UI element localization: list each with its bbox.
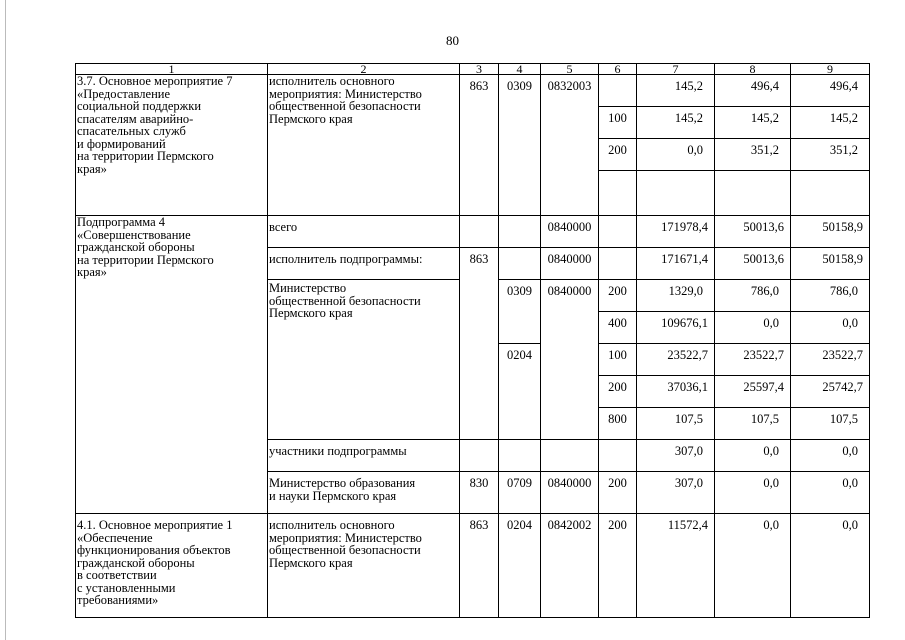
page-number: 80: [446, 33, 459, 48]
header-row: [76, 64, 870, 75]
p4-total-v9: 50158,9: [791, 216, 870, 248]
p4-executor-grbs: 863: [460, 248, 499, 440]
empty-cell: [541, 440, 599, 472]
s37-v8: 496,4: [715, 75, 791, 107]
s37-name: 3.7. Основное мероприятие 7 «Предоставление социальной поддержки спасателям аварийно- спасательных служб и формирований на территории Пермского края»: [76, 75, 268, 216]
header-cell: 5: [541, 64, 599, 75]
p4-v9: 0,0: [791, 312, 870, 344]
p4-edu-vr: 200: [599, 472, 637, 514]
empty-cell: [599, 248, 637, 280]
p4-v7: 37036,1: [637, 376, 715, 408]
empty-cell: [599, 216, 637, 248]
s41-v9: 0,0: [791, 514, 870, 618]
p4-edu-rz: 0709: [499, 472, 541, 514]
p4-executor-v9: 50158,9: [791, 248, 870, 280]
s37-v7: 0,0: [637, 139, 715, 171]
s41-name: 4.1. Основное мероприятие 1 «Обеспечение функционирования объектов гражданской обороны в соответствии с установленными требованиями»: [76, 514, 268, 618]
s37-vr: 200: [599, 139, 637, 171]
p4-executor-v8: 50013,6: [715, 248, 791, 280]
p4-name: Подпрограмма 4 «Совершенствование гражданской обороны на территории Пермского края»: [76, 216, 268, 514]
empty-cell: [791, 171, 870, 216]
p4-v7: 1329,0: [637, 280, 715, 312]
p4-executor-label: исполнитель подпрограммы:: [268, 248, 460, 280]
scan-edge-line: [5, 0, 6, 640]
p4-executor-csr: 0840000: [541, 248, 599, 280]
s37-v9: 145,2: [791, 107, 870, 139]
p4-v7: 109676,1: [637, 312, 715, 344]
empty-cell: [499, 248, 541, 280]
p4-edu-v9: 0,0: [791, 472, 870, 514]
table-row: [76, 75, 870, 107]
p4-v9: 25742,7: [791, 376, 870, 408]
p4-rz2: 0204: [499, 344, 541, 440]
p4-edu-label: Министерство образования и науки Пермского края: [268, 472, 460, 514]
p4-v7: 107,5: [637, 408, 715, 440]
s37-v7: 145,2: [637, 75, 715, 107]
s37-grbs: 863: [460, 75, 499, 216]
s41-csr: 0842002: [541, 514, 599, 618]
empty-cell: [599, 440, 637, 472]
s41-vr: 200: [599, 514, 637, 618]
s37-v7: 145,2: [637, 107, 715, 139]
s37-vr: [599, 75, 637, 107]
s37-vr: 100: [599, 107, 637, 139]
p4-v8: 107,5: [715, 408, 791, 440]
p4-v8: 23522,7: [715, 344, 791, 376]
p4-vr: 800: [599, 408, 637, 440]
p4-vr: 200: [599, 280, 637, 312]
s37-v9: 351,2: [791, 139, 870, 171]
p4-rz1: 0309: [499, 280, 541, 344]
s37-v8: 351,2: [715, 139, 791, 171]
s37-executor: исполнитель основного мероприятия: Министерство общественной безопасности Пермского края: [268, 75, 460, 216]
p4-v8: 0,0: [715, 312, 791, 344]
p4-vr: 200: [599, 376, 637, 408]
s37-rz: 0309: [499, 75, 541, 216]
p4-edu-v8: 0,0: [715, 472, 791, 514]
header-cell: 7: [637, 64, 715, 75]
header-cell: 3: [460, 64, 499, 75]
p4-vr: 400: [599, 312, 637, 344]
empty-cell: [460, 216, 499, 248]
p4-participants-v8: 0,0: [715, 440, 791, 472]
p4-total-label: всего: [268, 216, 460, 248]
p4-participants-v7: 307,0: [637, 440, 715, 472]
header-cell: 8: [715, 64, 791, 75]
p4-v9: 23522,7: [791, 344, 870, 376]
header-cell: 4: [499, 64, 541, 75]
p4-edu-csr: 0840000: [541, 472, 599, 514]
s41-v7: 11572,4: [637, 514, 715, 618]
s41-v8: 0,0: [715, 514, 791, 618]
empty-cell: [599, 171, 637, 216]
p4-participants-v9: 0,0: [791, 440, 870, 472]
p4-ministry: Министерство общественной безопасности Пермского края: [268, 280, 460, 440]
p4-edu-grbs: 830: [460, 472, 499, 514]
header-cell: 6: [599, 64, 637, 75]
empty-cell: [499, 440, 541, 472]
p4-total-v8: 50013,6: [715, 216, 791, 248]
p4-v9: 786,0: [791, 280, 870, 312]
p4-v9: 107,5: [791, 408, 870, 440]
p4-v8: 786,0: [715, 280, 791, 312]
p4-executor-v7: 171671,4: [637, 248, 715, 280]
empty-cell: [715, 171, 791, 216]
p4-total-v7: 171978,4: [637, 216, 715, 248]
p4-edu-v7: 307,0: [637, 472, 715, 514]
table-row: [76, 514, 870, 618]
header-cell: 2: [268, 64, 460, 75]
s41-executor: исполнитель основного мероприятия: Министерство общественной безопасности Пермского края: [268, 514, 460, 618]
budget-table: [75, 63, 870, 618]
s41-rz: 0204: [499, 514, 541, 618]
header-cell: 9: [791, 64, 870, 75]
s41-grbs: 863: [460, 514, 499, 618]
p4-participants-label: участники подпрограммы: [268, 440, 460, 472]
p4-csr1: 0840000: [541, 280, 599, 440]
p4-total-csr: 0840000: [541, 216, 599, 248]
p4-v8: 25597,4: [715, 376, 791, 408]
p4-v7: 23522,7: [637, 344, 715, 376]
empty-cell: [637, 171, 715, 216]
empty-cell: [499, 216, 541, 248]
table-row: [76, 216, 870, 248]
empty-cell: [460, 440, 499, 472]
p4-vr: 100: [599, 344, 637, 376]
s37-v8: 145,2: [715, 107, 791, 139]
header-cell: 1: [76, 64, 268, 75]
s37-csr: 0832003: [541, 75, 599, 216]
s37-v9: 496,4: [791, 75, 870, 107]
